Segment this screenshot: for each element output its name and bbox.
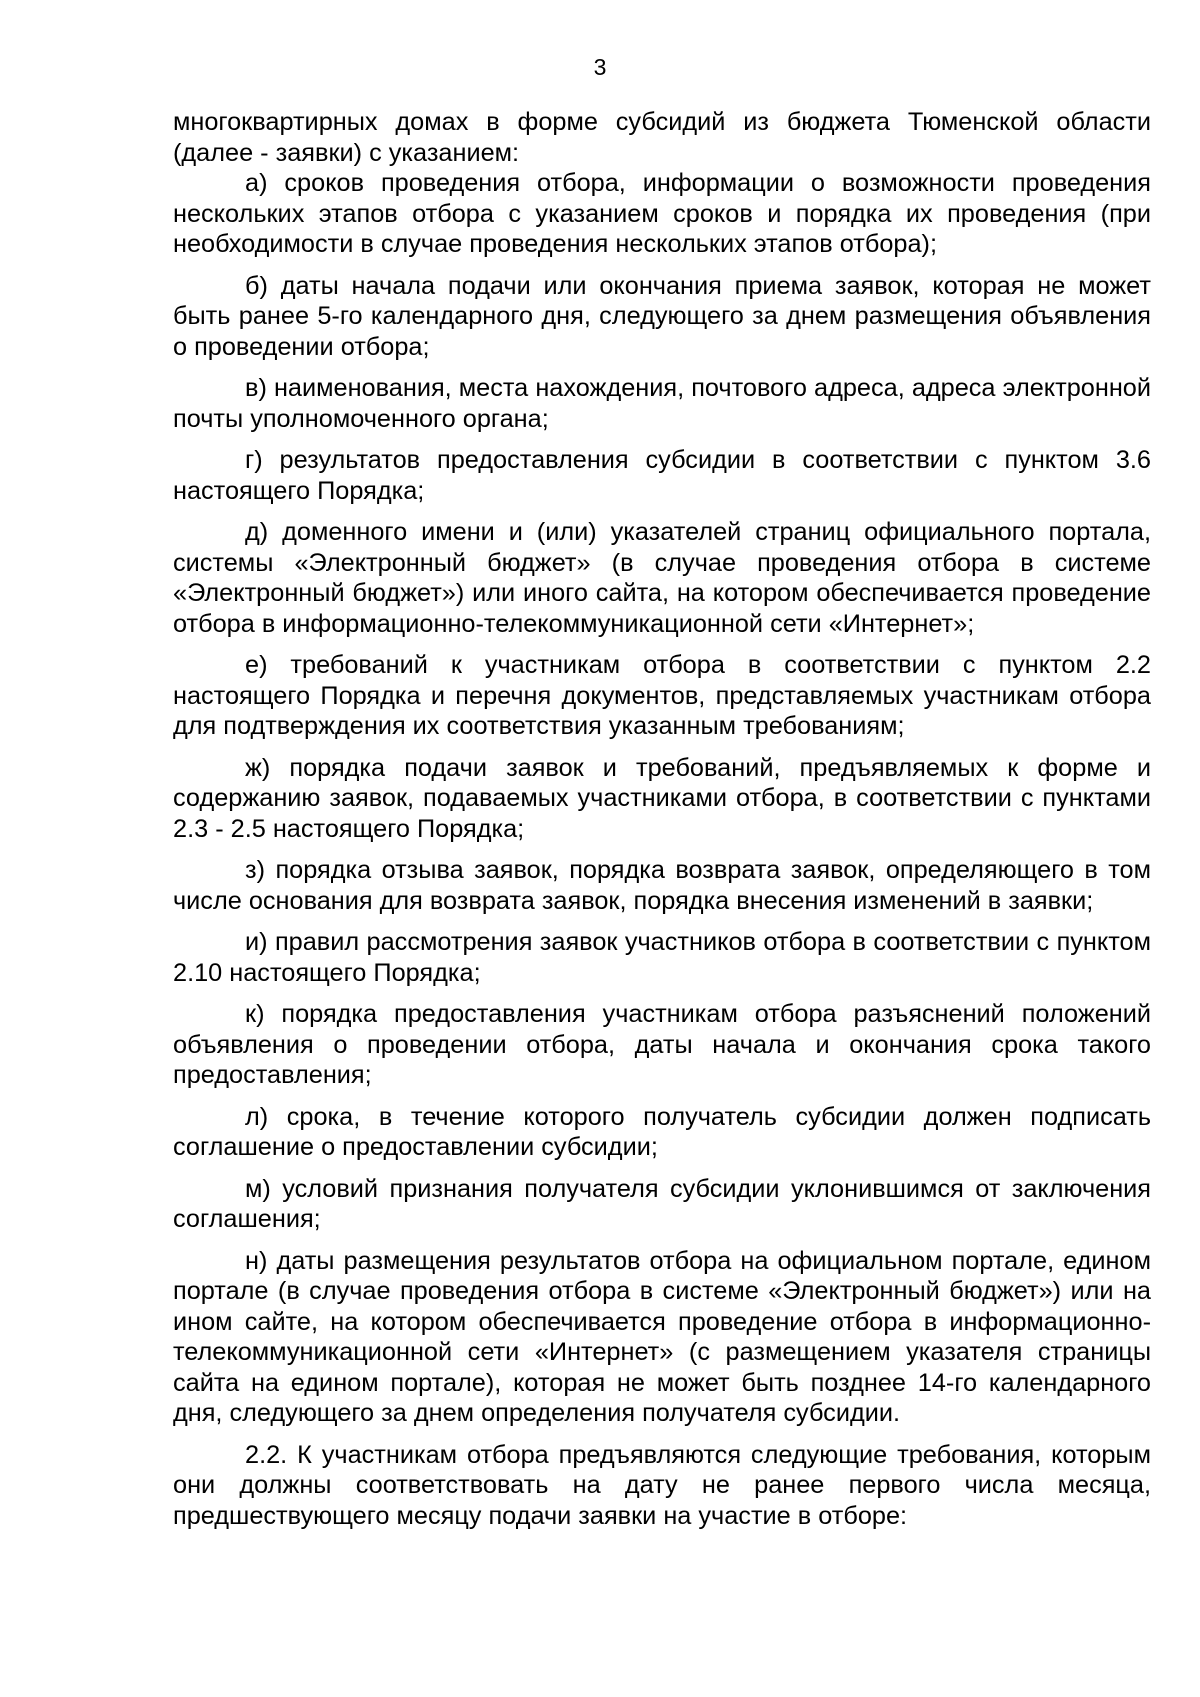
paragraph-continuation: многоквартирных домах в форме субсидий из бюджета Тюменской области (далее - заявки) с указанием: bbox=[173, 108, 1151, 167]
page-number: 3 bbox=[593, 54, 607, 80]
paragraph-item-m: м) условий признания получателя субсидии уклонившимся от заключения соглашения; bbox=[173, 1174, 1151, 1233]
paragraph-item-z: з) порядка отзыва заявок, порядка возврата заявок, определяющего в том числе основания для возврата заявок, порядка внесения изменений в заявки; bbox=[173, 856, 1151, 915]
paragraph-item-g: г) результатов предоставления субсидии в соответствии с пунктом 3.6 настоящего Порядка; bbox=[173, 446, 1151, 505]
paragraph-item-a: а) сроков проведения отбора, информации о возможности проведения нескольких этапов отбора с указанием сроков и порядка их проведения (при необходимости в случае проведения нескольких этапов отбора); bbox=[173, 169, 1151, 258]
paragraph-item-k: к) порядка предоставления участникам отбора разъяснений положений объявления о проведении отбора, даты начала и окончания срока такого предоставления; bbox=[173, 1000, 1151, 1089]
paragraph-item-zh: ж) порядка подачи заявок и требований, предъявляемых к форме и содержанию заявок, подаваемых участниками отбора, в соответствии с пунктами 2.3 - 2.5 настоящего Порядка; bbox=[173, 753, 1151, 843]
document-body bbox=[173, 107, 1151, 1531]
paragraph-item-v: в) наименования, места нахождения, почтового адреса, адреса электронной почты уполномоченного органа; bbox=[173, 374, 1151, 433]
paragraph-item-b: б) даты начала подачи или окончания приема заявок, которая не может быть ранее 5-го календарного дня, следующего за днем размещения объявления о проведении отбора; bbox=[173, 271, 1151, 361]
paragraph-section-2-2: 2.2. К участникам отбора предъявляются следующие требования, которым они должны соответствовать на дату не ранее первого числа месяца, предшествующего месяцу подачи заявки на участие в отборе: bbox=[173, 1440, 1151, 1530]
paragraph-item-i: и) правил рассмотрения заявок участников отбора в соответствии с пунктом 2.10 настоящего Порядка; bbox=[173, 928, 1151, 987]
paragraph-item-d: д) доменного имени и (или) указателей страниц официального портала, системы «Электронный бюджет» (в случае проведения отбора в системе «Электронный бюджет») или иного сайта, на котором обеспечивается проведение отбора в информационно-телекоммуникационной сети «Интернет»; bbox=[173, 518, 1151, 638]
paragraph-item-n: н) даты размещения результатов отбора на официальном портале, едином портале (в случае проведения отбора в системе «Электронный бюджет») или на ином сайте, на котором обеспечивается проведение отбора в информационно-телекоммуникационной сети «Интернет» (с размещением указателя страницы сайта на едином портале), которая не может быть позднее 14-го календарного дня, следующего за днем определения получателя субсидии. bbox=[173, 1246, 1151, 1427]
paragraph-item-e: е) требований к участникам отбора в соответствии с пунктом 2.2 настоящего Порядка и перечня документов, представляемых участникам отбора для подтверждения их соответствия указанным требованиям; bbox=[173, 651, 1151, 740]
paragraph-item-l: л) срока, в течение которого получатель субсидии должен подписать соглашение о предоставлении субсидии; bbox=[173, 1102, 1151, 1161]
